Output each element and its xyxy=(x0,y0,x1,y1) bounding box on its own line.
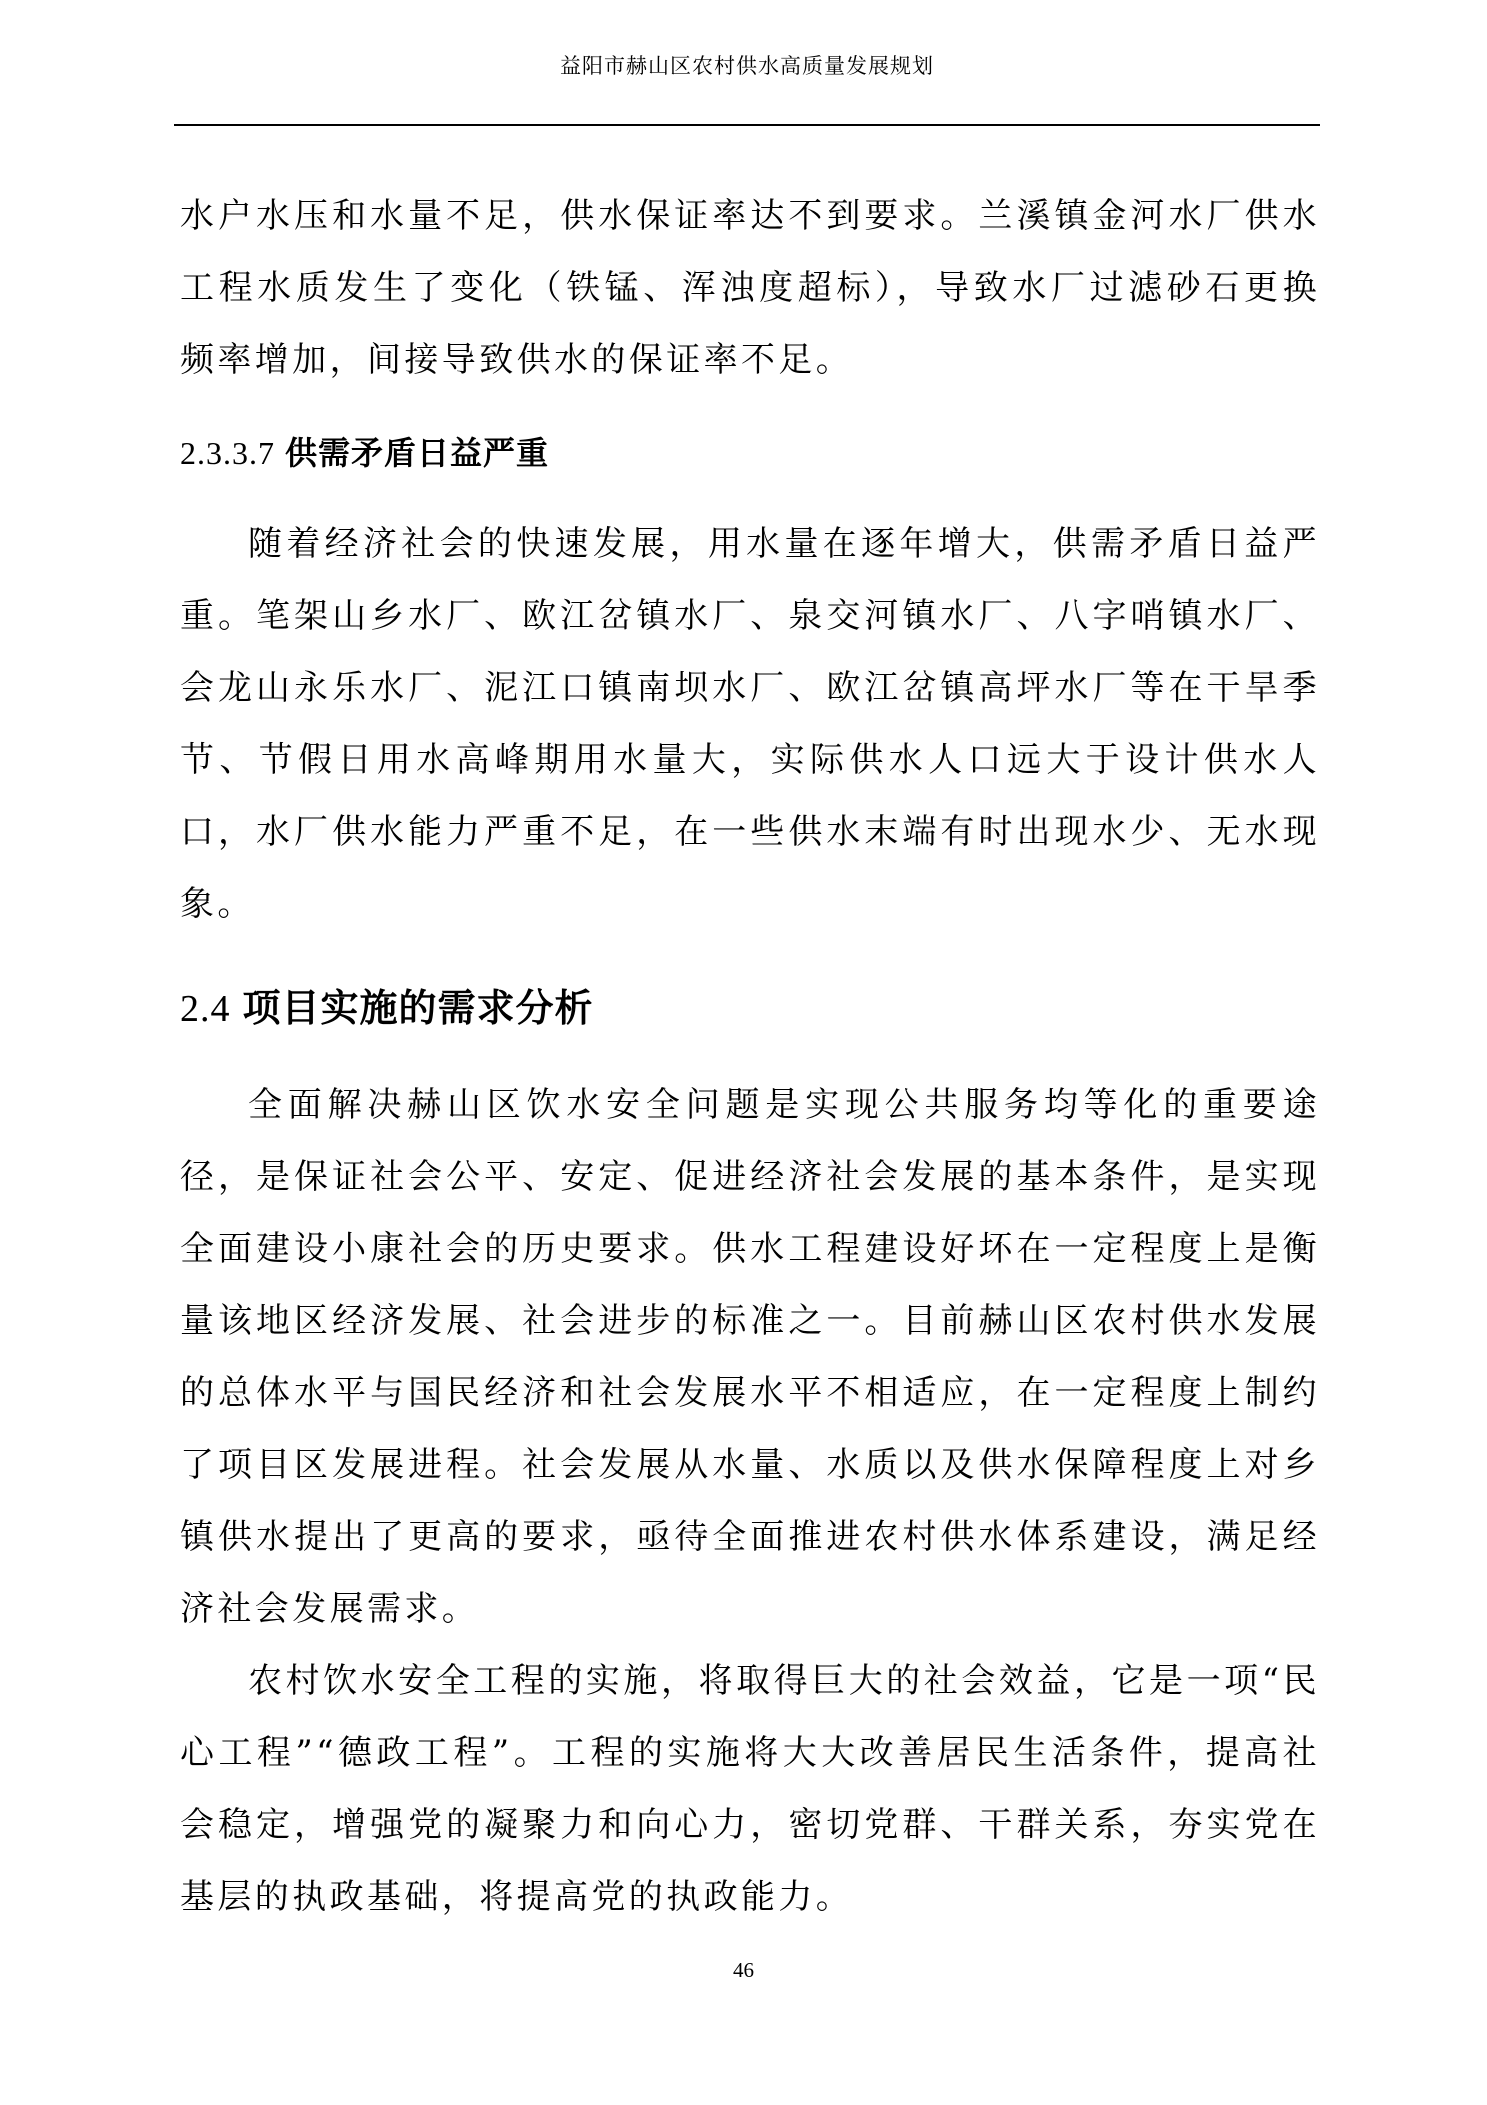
paragraph-social-benefit: 农村饮水安全工程的实施，将取得巨大的社会效益，它是一项“民心工程”“德政工程”。工程的实施将大大改善居民生活条件，提高社会稳定，增强党的凝聚力和向心力，密切党群、干群关系，夯实党在基层的执政基础，将提高党的执政能力。 xyxy=(180,1661,1320,1917)
document-title: 益阳市赫山区农村供水高质量发展规划 xyxy=(560,54,934,78)
section-heading-2-3-3-7 xyxy=(180,428,1320,478)
section-number: 2.4 xyxy=(180,988,231,1030)
section-number: 2.3.3.7 xyxy=(180,435,275,471)
section-title: 项目实施的需求分析 xyxy=(242,986,594,1030)
paragraph-supply-demand: 随着经济社会的快速发展，用水量在逐年增大，供需矛盾日益严重。笔架山乡水厂、欧江岔镇水厂、泉交河镇水厂、八字哨镇水厂、会龙山永乐水厂、泥江口镇南坝水厂、欧江岔镇高坪水厂等在干旱季节、节假日用水高峰期用水量大，实际供水人口远大于设计供水人口，水厂供水能力严重不足，在一些供水末端有时出现水少、无水现象。 xyxy=(180,524,1320,924)
paragraph-continued: 水户水压和水量不足，供水保证率达不到要求。兰溪镇金河水厂供水工程水质发生了变化（铁锰、浑浊度超标），导致水厂过滤砂石更换频率增加，间接导致供水的保证率不足。 xyxy=(180,196,1320,380)
section-heading-2-4 xyxy=(180,980,1320,1037)
running-header xyxy=(174,52,1320,126)
section-title: 供需矛盾日益严重 xyxy=(285,434,550,472)
paragraph-demand-analysis: 全面解决赫山区饮水安全问题是实现公共服务均等化的重要途径，是保证社会公平、安定、促进经济社会发展的基本条件，是实现全面建设小康社会的历史要求。供水工程建设好坏在一定程度上是衡量该地区经济发展、社会进步的标准之一。目前赫山区农村供水发展的总体水平与国民经济和社会发展水平不相适应，在一定程度上制约了项目区发展进程。社会发展从水量、水质以及供水保障程度上对乡镇供水提出了更高的要求，亟待全面推进农村供水体系建设，满足经济社会发展需求。 xyxy=(180,1085,1320,1629)
page-number: 46 xyxy=(733,1958,754,1982)
page-body xyxy=(180,180,1320,1933)
